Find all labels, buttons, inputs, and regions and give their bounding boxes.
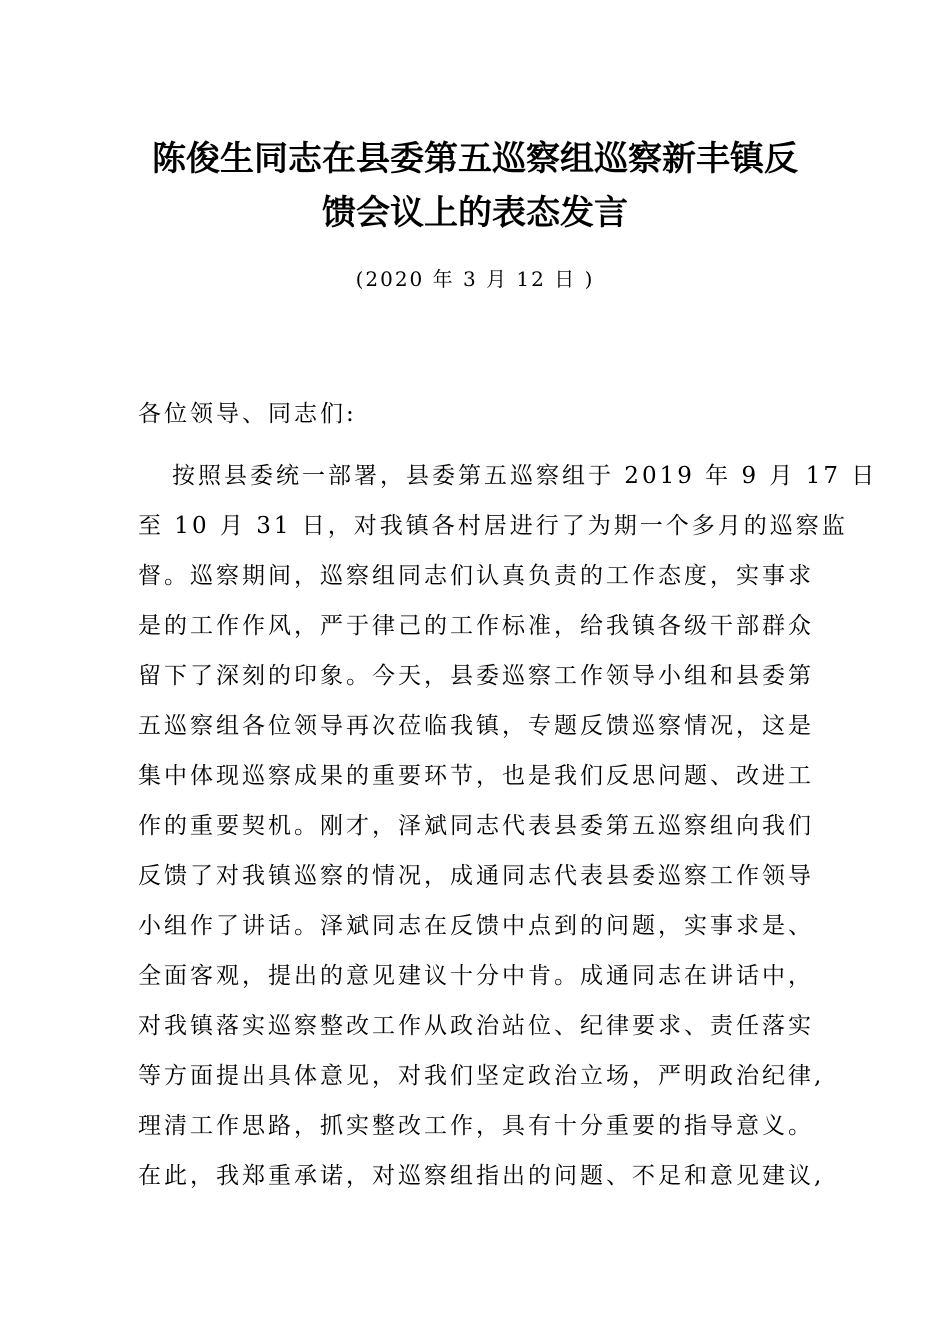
body-line: 在此，我郑重承诺，对巡察组指出的问题、不足和意见建议,	[138, 1163, 825, 1189]
body-line: 集中体现巡察成果的重要环节，也是我们反思问题、改进工	[138, 763, 814, 789]
body-line: 等方面提出具体意见，对我们坚定政治立场，严明政治纪律,	[138, 1063, 825, 1089]
body-line: 督。巡察期间，巡察组同志们认真负责的工作态度，实事求	[138, 563, 814, 589]
body-line: 作的重要契机。刚才，泽斌同志代表县委第五巡察组向我们	[138, 813, 814, 839]
body-line: 反馈了对我镇巡察的情况，成通同志代表县委巡察工作领导	[138, 863, 814, 889]
body-line: 按照县委统一部署，县委第五巡察组于 2019 年 9 月 17 日	[172, 463, 878, 489]
document-title-line-2: 馈会议上的表态发言	[322, 193, 628, 233]
body-line: 小组作了讲话。泽斌同志在反馈中点到的问题，实事求是、	[138, 913, 814, 939]
document-date: (2020 年 3 月 12 日 )	[355, 267, 595, 291]
body-line: 全面客观，提出的意见建议十分中肯。成通同志在讲话中，	[138, 963, 814, 989]
body-line: 理清工作思路，抓实整改工作，具有十分重要的指导意义。	[138, 1113, 814, 1139]
body-line: 对我镇落实巡察整改工作从政治站位、纪律要求、责任落实	[138, 1013, 814, 1039]
body-line: 至 10 月 31 日，对我镇各村居进行了为期一个多月的巡察监	[138, 513, 848, 539]
body-line: 留下了深刻的印象。今天，县委巡察工作领导小组和县委第	[138, 663, 814, 689]
body-line: 是的工作作风，严于律己的工作标准，给我镇各级干部群众	[138, 613, 814, 639]
body-line: 五巡察组各位领导再次莅临我镇，专题反馈巡察情况，这是	[138, 713, 814, 739]
document-title-line-1: 陈俊生同志在县委第五巡察组巡察新丰镇反	[152, 139, 798, 179]
salutation: 各位领导、同志们:	[138, 401, 357, 427]
